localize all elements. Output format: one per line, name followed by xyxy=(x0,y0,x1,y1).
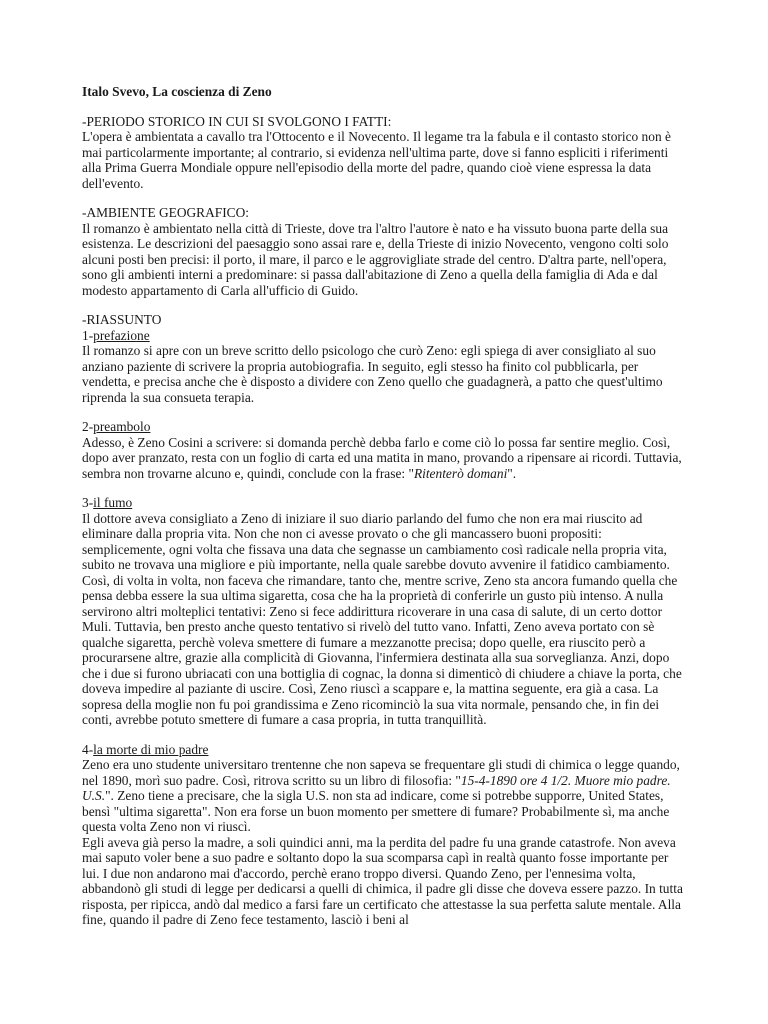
section-heading: -PERIODO STORICO IN CUI SI SVOLGONO I FATTI: xyxy=(82,113,392,129)
text-run: ". xyxy=(507,465,517,481)
document-body xyxy=(82,84,688,928)
chapter-text: Egli aveva già perso la madre, a soli quindici anni, ma la perdita del padre fu una grande catastrofe. Non aveva mai saputo voler bene a suo padre e soltanto dopo la sua scomparsa capì in realtà quanto fosse importante per lui. I due non andarono mai d'accordo, perchè erano troppo diversi. Quando Zeno, per l'ennesima volta, abbandonò gli studi di legge per dedicarsi a quelli di chimica, il padre gli disse che doveva essere pazzo. In tutta risposta, per ripicca, andò dal medico a farsi fare un certificato che attestasse la sua perfetta salute mentale. Alla fine, quando il padre di Zeno fece testamento, lasciò i beni al xyxy=(82,834,683,927)
section-text: Il romanzo è ambientato nella città di Trieste, dove tra l'altro l'autore è nato e ha vissuto buona parte della sua esistenza. Le descrizioni del paesaggio sono assai rare e, della Trieste di inizio Novecento, vengono colti solo alcuni posti ben precisi: il porto, il mare, il parco e le aggrovigliate strade del centro. D'altra parte, nell'opera, sono gli ambienti interni a predominare: si passa dall'abitazione di Zeno a quella della famiglia di Ada e dal modesto appartamento di Carla all'ufficio di Guido. xyxy=(82,220,669,298)
section-riassunto xyxy=(82,312,688,928)
chapter-heading xyxy=(82,419,688,435)
chapter-il-fumo xyxy=(82,495,688,728)
text-run: Zeno era uno studente universitaro trentenne che non sapeva se frequentare gli studi di chimica o legge quando, nel 1890, morì suo padre. Così, ritrova scritto su un libro di filosofia: " xyxy=(82,757,680,788)
chapter-title: la morte di mio padre xyxy=(93,741,209,757)
chapter-title: preambolo xyxy=(93,419,151,434)
section-heading: -AMBIENTE GEOGRAFICO: xyxy=(82,205,250,220)
text-run: ". Zeno tiene a precisare, che la sigla U.S. non sta ad indicare, come si potrebbe supporre, United States, bensì "ultima sigaretta". Non era forse un buon momento per smettere di fumare? Probabilmente sì, ma anche questa volta Zeno non vi riuscì. xyxy=(82,788,670,834)
chapter-text xyxy=(82,757,688,835)
chapter-number: 3- xyxy=(82,495,94,510)
chapter-number: 2- xyxy=(82,419,94,434)
chapter-text: Il romanzo si apre con un breve scritto dello psicologo che curò Zeno: egli spiega di aver consigliato al suo anziano paziente di scrivere la propria autobiografia. In seguito, egli stesso ha finito col pubblicarla, per vendetta, e precisa anche che è disposto a dividere con Zeno quello che guadagnerà, a patto che quest'ultimo riprenda la sua consueta terapia. xyxy=(82,343,663,405)
section-heading: -RIASSUNTO xyxy=(82,312,162,327)
chapter-la-morte-di-mio-padre xyxy=(82,742,688,928)
quote: 15-4-1890 ore 4 1/2. Muore mio padre. U.S. xyxy=(82,772,671,803)
chapter-title: il fumo xyxy=(93,495,133,510)
chapter-prefazione xyxy=(82,328,688,406)
chapter-preambolo xyxy=(82,419,688,481)
chapter-text xyxy=(82,435,688,482)
section-text: L'opera è ambientata a cavallo tra l'Ottocento e il Novecento. Il legame tra la fabula e il contasto storico non è mai particolarmente importante; al contrario, si evidenza nell'ultima parte, dove si fanno espliciti i riferimenti alla Prima Guerra Mondiale oppure nell'episodio della morte del padre, quando cioè viene espressa la data dell'evento. xyxy=(82,129,671,191)
section-ambiente-geografico xyxy=(82,205,688,298)
section-periodo-storico xyxy=(82,114,688,192)
chapter-title: prefazione xyxy=(93,327,150,343)
chapter-number: 4- xyxy=(82,741,94,757)
quote: Ritenterò domani xyxy=(413,465,508,481)
document-title: Italo Svevo, La coscienza di Zeno xyxy=(82,84,272,99)
chapter-number: 1- xyxy=(82,327,94,343)
chapter-heading xyxy=(82,328,688,344)
chapter-text: Il dottore aveva consigliato a Zeno di iniziare il suo diario parlando del fumo che non era mai riuscito ad eliminare dalla propria vita. Non che non ci avesse provato o che gli mancassero buoni propositi: semplicemente, ogni volta che fissava una data che segnasse un cambiamento così radicale nella propria vita, subito ne trovava una migliore e più importante, nella quale sarebbe dovuto avvenire il fatidico cambiamento. Così, di volta in volta, non faceva che rimandare, tanto che, mentre scrive, Zeno sta ancora fumando quella che pensa debba essere la sua ultima sigaretta, cosa che ha la proprietà di conferirle un gusto più intenso. A nulla servirono altri molteplici tentativi: Zeno si fece addirittura ricoverare in una casa di salute, di un certo dottor Muli. Tuttavia, ben presto anche questo tentativo si rivelò del tutto vano. Infatti, Zeno aveva portato con sè qualche sigaretta, perchè voleva smettere di fumare a mezzanotte precisa; dopo quelle, era riuscito però a procurarsene altre, grazie alla complicità di Giovanna, l'infermiera destinata alla sua sorveglianza. Anzi, dopo che i due si furono ubriacati con una bottiglia di cognac, la donna si dimenticò di chiudere a chiave la porta, che doveva impedire al paziante di uscire. Così, Zeno riuscì a scappare e, la mattina seguente, era già a casa. La sopresa della moglie non fu poi grandissima e Zeno ricominciò la sua vita normale, pensando che, in fin dei conti, avrebbe potuto smettere di fumare a casa propria, in tutta tranquillità. xyxy=(82,510,682,727)
chapter-heading xyxy=(82,742,688,758)
chapter-heading xyxy=(82,495,688,511)
text-run: Adesso, è Zeno Cosini a scrivere: si domanda perchè debba farlo e come ciò lo possa far sentire meglio. Così, dopo aver pranzato, resta con un foglio di carta ed una matita in mano, provando a ripensare ai ricordi. Tuttavia, sembra non trovarne alcuno e, quindi, conclude con la frase: " xyxy=(82,434,682,481)
